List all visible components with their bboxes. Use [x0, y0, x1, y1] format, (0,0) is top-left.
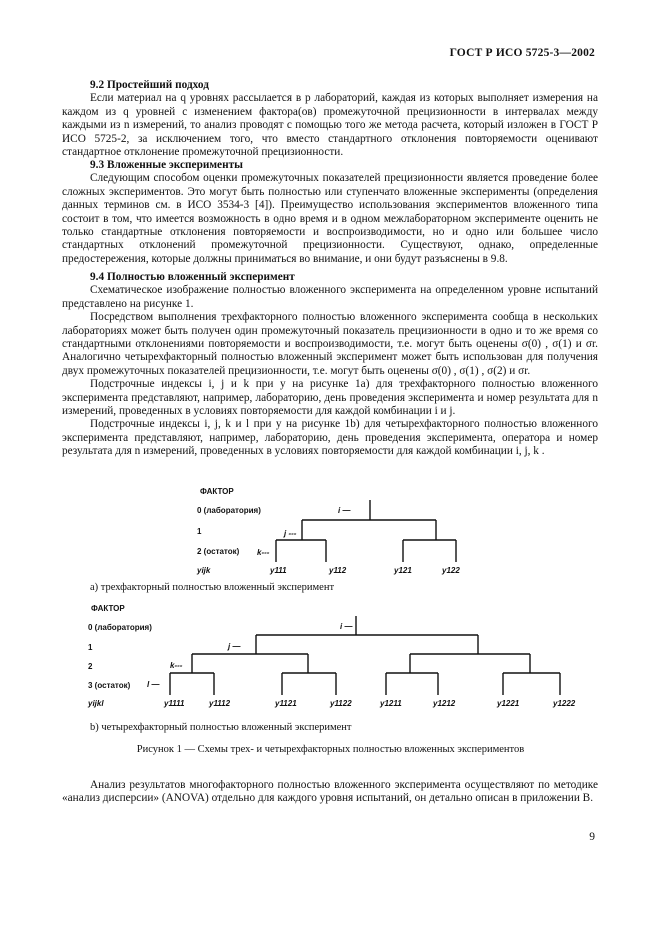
leaf-label: y1211	[380, 699, 402, 708]
level-2-label: 2 (остаток)	[197, 547, 240, 556]
figure-a-caption: а) трехфакторный полностью вложенный эксперимент	[90, 582, 335, 593]
leaf-label: y1222	[553, 699, 576, 708]
level-1-label: 1	[197, 527, 202, 536]
k-label: k---	[170, 661, 183, 670]
y-ijk-label: yijk	[197, 566, 211, 575]
section-9-3	[62, 159, 598, 266]
leaf-label: y121	[394, 566, 412, 575]
figure-b-caption: b) четырехфакторный полностью вложенный эксперимент	[90, 722, 352, 733]
leaf-label: y1121	[275, 699, 297, 708]
i-label: i —	[338, 506, 351, 515]
i-label: i —	[340, 622, 353, 631]
level-2-label: 2	[88, 662, 93, 671]
y-ijkl-label: yijkl	[88, 699, 104, 708]
tree-lines	[170, 616, 560, 695]
level-0-label: 0 (лаборатория)	[197, 506, 261, 515]
page-number: 9	[589, 831, 595, 843]
figure-1-caption: Рисунок 1 — Схемы трех- и четырехфакторных полностью вложенных экспериментов	[136, 744, 525, 755]
section-title: 9.3 Вложенные эксперименты	[90, 159, 243, 171]
factor-label: ФАКТОР	[91, 604, 125, 613]
leaf-label: y122	[442, 566, 460, 575]
level-3-label: 3 (остаток)	[88, 681, 131, 690]
leaf-label: y1221	[497, 699, 520, 708]
section-title: 9.4 Полностью вложенный эксперимент	[90, 271, 295, 283]
paragraph: Подстрочные индексы i, j, k и l при y на рисунке 1b) для четырехфакторного полностью вложенного эксперимента представляют, например, лабораторию, день проведения эксперимента, оператора и номер результата для n измерений, проведенных в условиях повторяемости для каждой комбинации i, j, k .	[62, 418, 598, 458]
paragraph: Анализ результатов многофакторного полностью вложенного эксперимента осуществляют по методике «анализ дисперсии» (ANOVA) отдельно для каждого уровня испытаний, он детально описан в приложении В.	[62, 779, 598, 805]
leaf-label: y1112	[209, 699, 231, 708]
section-title: 9.2 Простейший подход	[90, 79, 209, 91]
paragraph: Если материал на q уровнях рассылается в p лабораторий, каждая из которых выполняет измерения на каждом из q уровней с изменением фактора(ов) промежуточной прецизионности в интервалах между каждыми из n измерений, то анализ проводят с помощью того же метода расчета, который изложен в ГОСТ Р ИСО 5725-2, за исключением того, что вместо стандартного отклонения повторяемости оценивают стандартное отклонение промежуточной прецизионности.	[62, 92, 598, 159]
paragraph: Посредством выполнения трехфакторного полностью вложенного эксперимента сообща в нескольких лабораториях может быть получен один промежуточный показатель прецизионности в одно и то же время со стандартными отклонениями повторяемости и воспроизводимости, т.е. могут быть оценены σ(0) , σ(1) и σr. Аналогично четырехфакторный полностью вложенный эксперимент может быть использован для получения двух промежуточных показателей прецизионности, т.е. могут быть оценены σ(0) , σ(1) , σ(2) и σr.	[62, 311, 598, 377]
leaf-label: y1212	[433, 699, 456, 708]
k-label: k---	[257, 548, 270, 557]
paragraph: Следующим способом оценки промежуточных показателей прецизионности является проведение более сложных экспериментов. Это могут быть полностью или ступенчато вложенные эксперименты (определения данных терминов см. в ИСО 3534-3 [4]). Преимущество использования экспериментов вложенного типа состоит в том, что имеется возможность в одно время и в одном межлабораторном эксперименте оценить не только стандартные отклонения повторяемости и воспроизводимости, но и одно или большее число стандартных отклонений промежуточной прецизионности. Существуют, однако, определенные предостережения, которые должны приниматься во внимание, и они будут разъяснены в 9.8.	[62, 172, 598, 265]
j-label: j —	[228, 642, 241, 651]
level-0-label: 0 (лаборатория)	[88, 623, 152, 632]
paragraph: Подстрочные индексы i, j и k при y на рисунке 1а) для трехфакторного полностью вложенного эксперимента представляют, например, лабораторию, день проведения эксперимента и номер результата для n измерений, проведенных в условиях повторяемости для каждой комбинации i и j.	[62, 378, 598, 418]
l-label: l —	[147, 680, 160, 689]
leaf-label: y112	[329, 566, 347, 575]
leaf-label: y1111	[164, 699, 185, 708]
factor-label: ФАКТОР	[200, 487, 234, 496]
j-label: j ---	[284, 529, 297, 538]
tree-lines	[276, 500, 456, 562]
closing-paragraph-block	[62, 779, 598, 806]
leaf-label: y111	[270, 566, 287, 575]
paragraph: Схематическое изображение полностью вложенного эксперимента на определенном уровне испытаний представлено на рисунке 1.	[62, 284, 598, 310]
figure-a-tree-diagram	[0, 480, 661, 580]
document-header: ГОСТ Р ИСО 5725-3—2002	[449, 47, 595, 59]
section-9-2	[62, 79, 598, 159]
leaf-label: y1122	[330, 699, 352, 708]
level-1-label: 1	[88, 643, 93, 652]
figure-b-tree-diagram	[0, 598, 661, 710]
section-9-4	[62, 271, 598, 459]
